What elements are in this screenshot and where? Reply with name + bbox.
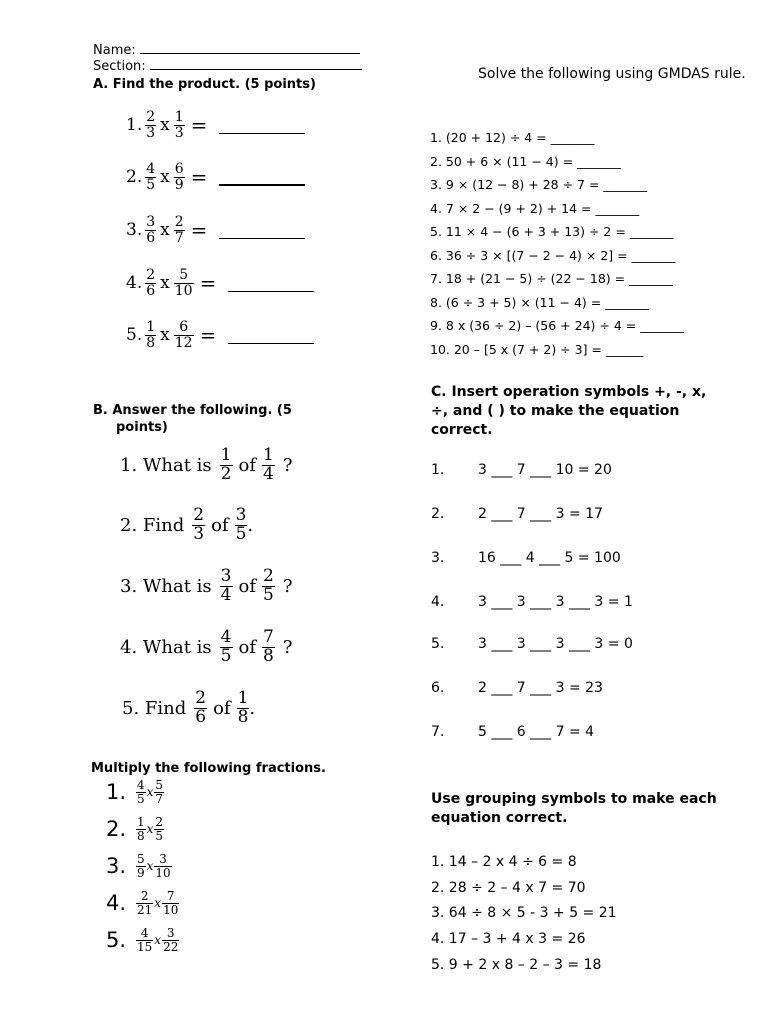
of-word: of [238,454,256,476]
end-mark: . [249,697,256,719]
denominator: 3 [146,124,156,141]
multiply-item [106,890,179,916]
denominator: 5 [235,523,247,544]
section-a-item [126,110,305,140]
item-number: 2. [106,817,127,842]
name-line[interactable] [140,53,360,54]
of-word: of [238,636,256,658]
numerator: 2 [174,214,184,230]
item-number: 4. [106,891,127,916]
numerator: 5 [137,852,145,866]
section-line[interactable] [150,69,362,70]
fraction [174,320,194,350]
denominator: 22 [163,939,179,954]
numerator: 3 [235,505,247,525]
section-c-item [431,594,633,610]
multiply-item [106,927,179,953]
numerator: 1 [146,319,156,335]
numerator: 7 [263,627,274,647]
fraction [136,927,153,953]
item-number: 3. [106,854,127,879]
grouping-item: 3. 64 ÷ 8 × 5 - 3 + 5 = 21 [431,905,617,922]
name-field[interactable] [93,43,360,58]
denominator: 8 [146,334,156,351]
denominator: 10 [155,865,171,880]
numerator: 6 [174,320,194,336]
numerator: 1 [263,445,274,465]
item-number: 5. [431,636,445,652]
fraction [237,690,250,727]
section-b-title [93,402,292,436]
end-mark: . [247,514,254,536]
denominator: 15 [137,939,153,954]
denominator: 10 [174,282,193,299]
denominator: 9 [174,176,184,193]
section-b-item [120,447,292,484]
section-a-item [126,162,305,192]
end-mark: ? [282,454,293,476]
section-b-title-line: B. Answer the following. (5 [93,403,292,418]
fraction [145,320,156,350]
section-b-item [120,568,292,605]
fraction [262,568,275,605]
grouping-title-line: equation correct. [431,810,568,826]
grouping-item: 4. 17 – 3 + 4 x 3 = 26 [431,931,586,948]
numerator: 7 [162,890,179,904]
fraction [136,853,146,879]
section-c-item [431,506,603,522]
answer-line[interactable] [219,133,305,134]
section-field[interactable] [93,59,362,74]
fraction [235,507,248,544]
times-sign: x [154,933,162,948]
numerator: 4 [137,778,145,792]
end-mark: ? [282,636,293,658]
fraction [154,853,171,879]
numerator: 1 [220,445,232,465]
gmdas-item: 6. 36 ÷ 3 × [(7 − 2 − 4) × 2] = _______ [430,247,676,263]
fraction [145,268,156,298]
numerator: 4 [146,161,156,177]
denominator: 5 [155,828,164,843]
item-number: 5. [106,928,127,953]
fraction [262,629,275,666]
fraction [145,110,156,140]
multiply-item [106,779,164,805]
grouping-item: 2. 28 ÷ 2 – 4 x 7 = 70 [431,879,586,896]
times-sign: x [146,785,154,800]
denominator: 3 [174,124,184,141]
gmdas-item: 9. 8 x (36 ÷ 2) – (56 + 24) ÷ 4 = _______ [430,318,684,333]
section-label: Section: [93,59,146,74]
fraction [136,779,146,805]
denominator: 6 [195,706,207,727]
denominator: 8 [137,828,145,843]
equals-sign: = [190,218,208,243]
section-c-title-line: correct. [431,422,493,438]
numerator: 1 [174,109,184,125]
item-expression: 2 ___ 7 ___ 3 = 23 [478,680,603,696]
multiply-title: Multiply the following fractions. [91,761,326,776]
section-c-item [431,550,621,566]
item-number: 7. [431,724,445,740]
equals-sign: = [190,113,208,138]
numerator: 2 [263,566,274,586]
grouping-title [431,790,717,828]
fraction [174,268,194,298]
numerator: 3 [220,566,232,586]
of-word: of [211,514,229,536]
numerator: 1 [137,815,145,829]
fraction [192,507,205,544]
grouping-item: 5. 9 + 2 x 8 – 2 – 3 = 18 [431,956,602,973]
section-c-title-line: ÷, and ( ) to make the equation [431,403,680,419]
answer-line[interactable] [228,291,314,292]
item-expression: 5 ___ 6 ___ 7 = 4 [478,724,595,740]
item-number: 4. [431,594,445,610]
numerator: 2 [155,815,164,829]
denominator: 2 [220,463,232,484]
gmdas-item: 7. 18 + (21 − 5) ÷ (22 − 18) = _______ [430,271,673,286]
fraction [220,568,233,605]
section-c-item [431,724,594,740]
fraction [145,215,156,245]
denominator: 5 [137,791,145,806]
denominator: 12 [174,334,193,351]
gmdas-item: 8. (6 ÷ 3 + 5) × (11 − 4) = _______ [430,294,649,310]
fraction [220,629,233,666]
numerator: 2 [193,505,205,525]
fraction [136,890,153,916]
denominator: 5 [263,584,274,605]
times-sign: x [160,115,170,136]
section-c-item [431,462,612,478]
fraction [162,890,179,916]
denominator: 7 [174,229,184,246]
item-text: 5. Find [122,697,187,719]
item-expression: 16 ___ 4 ___ 5 = 100 [478,550,621,566]
gmdas-item: 10. 20 – [5 x (7 + 2) ÷ 3] = ______ [430,341,644,357]
denominator: 6 [146,282,156,299]
times-sign: x [146,822,154,837]
equals-sign: = [199,323,217,348]
denominator: 5 [220,645,232,666]
times-sign: x [160,273,170,294]
item-text: 3. What is [120,575,212,597]
section-b-title-line: points) [116,420,168,435]
denominator: 21 [137,902,153,917]
section-c-item [431,636,633,652]
item-text: 1. What is [120,454,212,476]
numerator: 3 [162,927,179,941]
fraction [174,215,185,245]
item-expression: 2 ___ 7 ___ 3 = 17 [478,506,603,522]
section-c-title [431,383,706,440]
denominator: 9 [137,865,145,880]
times-sign: x [160,167,170,188]
item-number: 1. [431,462,445,478]
denominator: 3 [193,523,205,544]
numerator: 2 [195,688,207,708]
item-text: 4. What is [120,636,212,658]
denominator: 7 [155,791,164,806]
denominator: 4 [220,584,232,605]
times-sign: x [160,325,170,346]
gmdas-item: 3. 9 × (12 − 8) + 28 ÷ 7 = _______ [430,177,648,192]
item-number: 2. [126,167,143,188]
end-mark: ? [282,575,293,597]
section-a-item [126,268,314,298]
fraction [220,447,233,484]
times-sign: x [154,896,162,911]
times-sign: x [146,859,154,874]
numerator: 5 [155,778,164,792]
of-word: of [238,575,256,597]
answer-line[interactable] [219,184,305,186]
multiply-item [106,853,172,879]
times-sign: x [160,220,170,241]
numerator: 6 [174,161,184,177]
item-expression: 3 ___ 7 ___ 10 = 20 [478,462,612,478]
item-number: 6. [431,680,445,696]
section-b-item [122,690,255,727]
section-a-item [126,320,314,350]
fraction [194,690,207,727]
numerator: 5 [174,268,194,284]
of-word: of [213,697,231,719]
fraction [262,447,275,484]
fraction [136,816,146,842]
numerator: 2 [146,109,156,125]
item-expression: 3 ___ 3 ___ 3 ___ 3 = 1 [478,594,633,610]
item-number: 1. [126,115,143,136]
section-c-item [431,680,603,696]
fraction [162,927,179,953]
item-number: 3. [431,550,445,566]
fraction [154,816,164,842]
gmdas-item: 2. 50 + 6 × (11 − 4) = _______ [430,153,621,169]
grouping-item: 1. 14 – 2 x 4 ÷ 6 = 8 [431,854,577,870]
fraction [174,162,185,192]
fraction [145,162,156,192]
denominator: 5 [146,176,156,193]
item-number: 3. [126,220,143,241]
section-a-item [126,215,305,245]
multiply-item [106,816,164,842]
item-expression: 3 ___ 3 ___ 3 ___ 3 = 0 [478,636,633,652]
denominator: 8 [237,706,249,727]
fraction [174,110,185,140]
equals-sign: = [199,271,217,296]
denominator: 6 [146,229,156,246]
grouping-title-line: Use grouping symbols to make each [431,791,717,807]
numerator: 1 [237,688,249,708]
denominator: 10 [163,902,179,917]
grouping-list [431,850,617,979]
numerator: 4 [136,927,153,941]
section-b-item [120,507,253,544]
section-b-item [120,629,292,666]
item-number: 5. [126,325,143,346]
denominator: 4 [263,463,274,484]
section-a-title: A. Find the product. (5 points) [93,77,316,92]
section-c-title-line: C. Insert operation symbols +, -, x, [431,384,707,400]
item-number: 4. [126,273,143,294]
gmdas-item: 1. (20 + 12) ÷ 4 = _______ [430,130,595,145]
item-text: 2. Find [120,514,185,536]
numerator: 2 [146,267,156,283]
gmdas-list [430,126,684,361]
gmdas-item: 5. 11 × 4 − (6 + 3 + 13) ÷ 2 = _______ [430,224,674,239]
fraction [154,779,164,805]
equals-sign: = [190,165,208,190]
denominator: 8 [263,645,274,666]
name-label: Name: [93,43,136,58]
gmdas-item: 4. 7 × 2 − (9 + 2) + 14 = _______ [430,200,640,216]
numerator: 4 [220,627,232,647]
answer-line[interactable] [228,343,314,344]
item-number: 2. [431,506,445,522]
numerator: 3 [154,853,171,867]
answer-line[interactable] [219,238,305,239]
numerator: 2 [136,890,153,904]
gmdas-title: Solve the following using GMDAS rule. [478,66,746,82]
numerator: 3 [146,214,156,230]
item-number: 1. [106,780,127,805]
